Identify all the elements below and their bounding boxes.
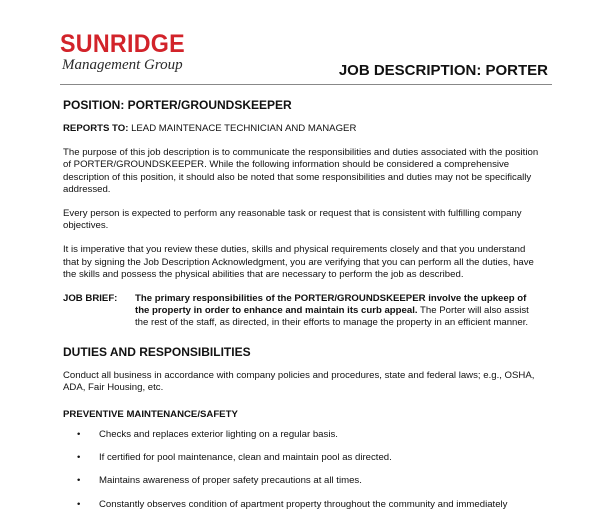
purpose-paragraph: The purpose of this job description is to communicate the responsibilities and duties associated with the position of PORTER/GROUNDSKEEPER. While the following information should be considered a comprehensive description of this position, it should also be noted that some responsibilities and duties may not be specifically addressed.	[63, 147, 539, 195]
list-item	[63, 452, 543, 464]
bullet-icon: •	[77, 475, 81, 487]
job-brief-label: JOB BRIEF:	[63, 293, 118, 305]
bullet-icon: •	[77, 498, 81, 510]
bullet-icon: •	[77, 429, 81, 441]
list-item-text: Constantly observes condition of apartment property throughout the community and immediately	[99, 498, 508, 510]
logo-name: SUNRIDGE	[60, 30, 185, 58]
list-item	[63, 499, 543, 511]
logo-subtitle: Management Group	[62, 57, 183, 73]
review-paragraph: It is imperative that you review these duties, skills and physical requirements closely and that you understand that by signing the Job Description Acknowledgment, you are verifying that you can perform all the duties, have the skills and possess the physical abilities that are necessary to perform the job as described.	[63, 244, 534, 280]
preventive-heading: PREVENTIVE MAINTENANCE/SAFETY	[63, 409, 238, 421]
bullet-icon: •	[77, 452, 81, 464]
list-item-text: If certified for pool maintenance, clean and maintain pool as directed.	[99, 452, 392, 464]
expectation-paragraph: Every person is expected to perform any reasonable task or request that is consistent with fulfilling company objectives.	[63, 208, 522, 232]
document-body	[63, 94, 543, 522]
document-title: JOB DESCRIPTION: PORTER	[338, 62, 548, 79]
header-divider	[60, 84, 552, 85]
list-item	[63, 429, 543, 441]
list-item	[63, 475, 543, 487]
reports-to-value: LEAD MAINTENACE TECHNICIAN AND MANAGER	[131, 123, 357, 134]
job-brief-rest: The Porter will also assist the rest of the staff, as directed, in their efforts to manage the property in an efficient manner.	[135, 305, 529, 329]
job-brief	[63, 293, 543, 330]
job-brief-text	[135, 293, 543, 330]
reports-to	[63, 123, 543, 135]
job-brief-bold: The primary responsibilities of the PORTER/GROUNDSKEEPER involve the upkeep of the property in order to enhance and maintain its curb appeal.	[135, 293, 527, 317]
list-item-text: Checks and replaces exterior lighting on a regular basis.	[99, 429, 338, 441]
duties-heading: DUTIES AND RESPONSIBILITIES	[63, 344, 251, 359]
reports-to-label: REPORTS TO:	[63, 123, 129, 134]
duties-list	[63, 429, 543, 511]
position-heading: POSITION: PORTER/GROUNDSKEEPER	[63, 98, 292, 112]
duties-intro: Conduct all business in accordance with company policies and procedures, state and federal laws; e.g., OSHA, ADA, Fair Housing, etc.	[63, 369, 535, 393]
list-item-text: Maintains awareness of proper safety precautions at all times.	[99, 475, 362, 487]
